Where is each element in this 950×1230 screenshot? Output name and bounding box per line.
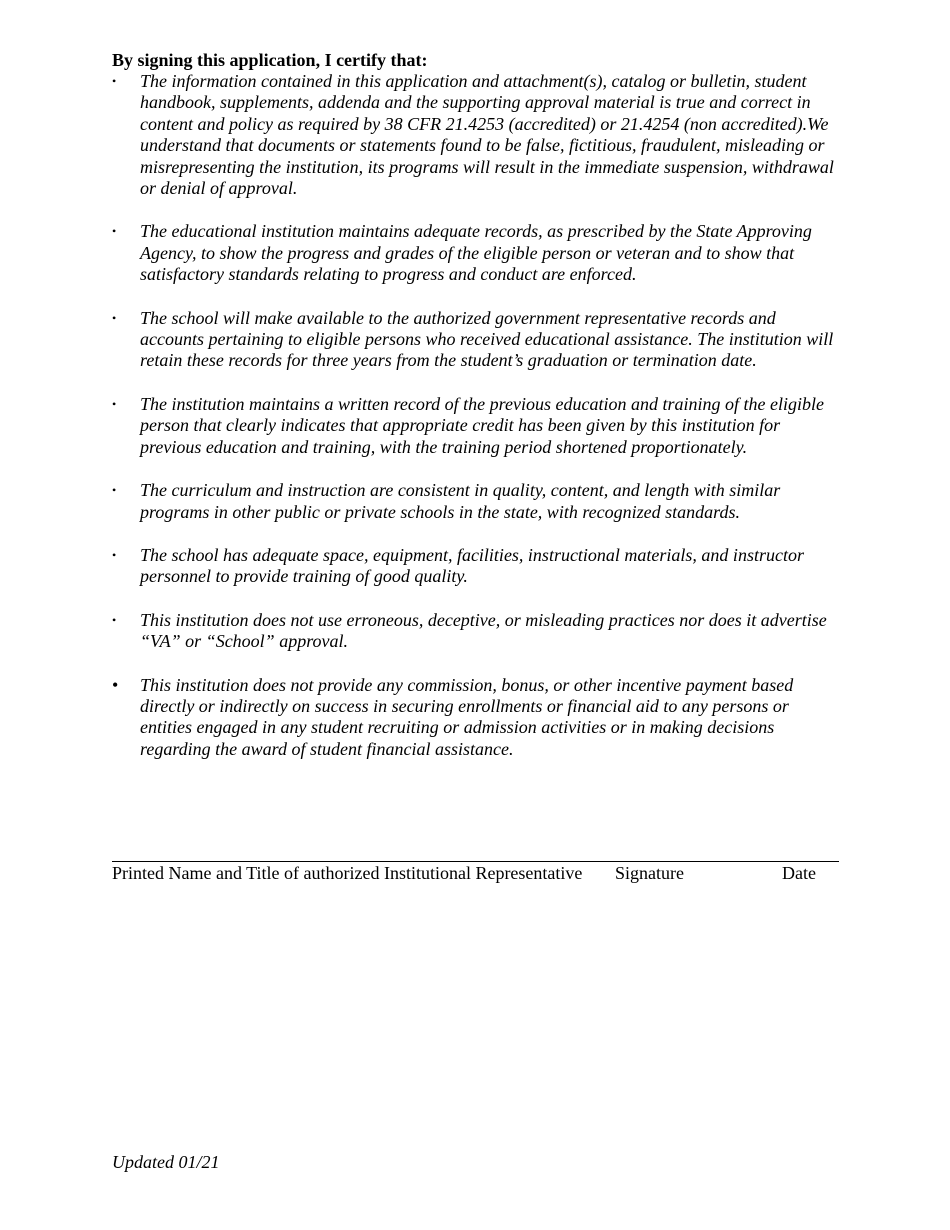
- certification-item: [112, 545, 844, 588]
- certification-text: This institution does not provide any commission, bonus, or other incentive payment based directly or indirectly on success in securing enrollments or financial aid to any persons or entities engaged in any student recruiting or admission activities or in making decisions regarding the award of student financial assistance.: [140, 674, 794, 759]
- certification-text: The school has adequate space, equipment, facilities, instructional materials, and instructor personnel to provide training of good quality.: [140, 544, 804, 587]
- certification-text: This institution does not use erroneous, deceptive, or misleading practices nor does it advertise “VA” or “School” approval.: [140, 609, 827, 652]
- bullet-icon: •: [112, 483, 117, 498]
- certification-item: [112, 480, 844, 523]
- bullet-icon: •: [112, 74, 117, 88]
- certification-item: [112, 610, 844, 653]
- certification-text: The information contained in this application and attachment(s), catalog or bulletin, student handbook, supplements, addenda and the supporting approval material is true and correct in content and policy as required by 38 CFR 21.4253 (accredited) or 21.4254 (non accredited).We understand that documents or statements found to be false, fictitious, fraudulent, misleading or misrepresenting the institution, its programs will result in the immediate suspension, withdrawal or denial of approval.: [140, 71, 834, 199]
- certification-item: [112, 71, 844, 199]
- certification-item: [112, 308, 844, 372]
- certification-item: [112, 221, 844, 285]
- certification-text: The institution maintains a written record of the previous education and training of the eligible person that clearly indicates that appropriate credit has been given by this institution for previous education and training, with the training period shortened proportionately.: [140, 393, 824, 457]
- updated-footer: Updated 01/21: [112, 1152, 220, 1172]
- bullet-icon: •: [112, 224, 117, 239]
- certification-heading: By signing this application, I certify that:: [112, 50, 428, 70]
- printed-name-label: Printed Name and Title of authorized Institutional Representative: [112, 863, 583, 883]
- certification-list: [112, 71, 844, 782]
- certification-text: The educational institution maintains adequate records, as prescribed by the State Approving Agency, to show the progress and grades of the eligible person or veteran and to show that satisfactory standards relating to progress and conduct are enforced.: [140, 221, 812, 285]
- certification-item: [112, 394, 844, 458]
- signature-line: [112, 861, 839, 862]
- certification-text: The curriculum and instruction are consistent in quality, content, and length with similar programs in other public or private schools in the state, with recognized standards.: [140, 480, 781, 522]
- certification-item: [112, 675, 844, 761]
- bullet-icon: •: [112, 396, 117, 411]
- bullet-icon: •: [112, 612, 117, 627]
- date-label: Date: [782, 863, 816, 883]
- bullet-icon: •: [112, 310, 117, 325]
- bullet-icon: •: [112, 547, 117, 562]
- bullet-icon: •: [112, 674, 119, 695]
- certification-text: The school will make available to the authorized government representative records and accounts pertaining to eligible persons who received educational assistance. The institution will retain these records for three years from the student’s graduation or termination date.: [140, 307, 834, 371]
- signature-label: Signature: [615, 863, 684, 883]
